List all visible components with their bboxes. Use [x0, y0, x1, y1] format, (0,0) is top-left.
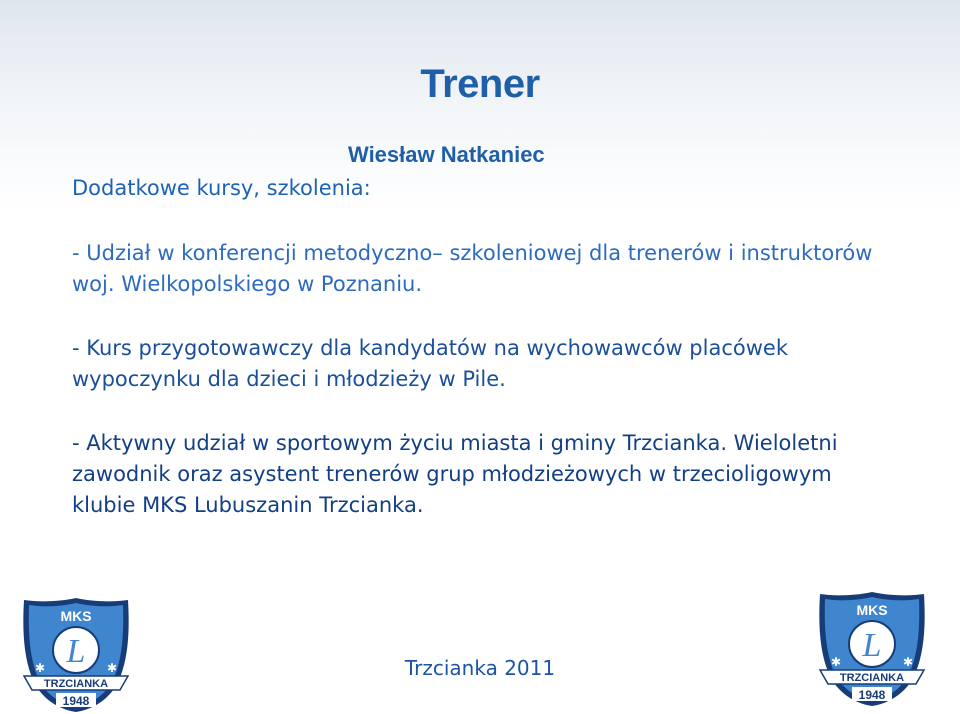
paragraph-course: - Kurs przygotowawczy dla kandydatów na wychowawców placówek wypoczynku dla dzieci i młodzieży w Pile.	[72, 336, 788, 391]
crest-banner-text: TRZCIANKA	[839, 672, 905, 684]
slide-title: Trener	[420, 62, 540, 106]
crest-top-text: MKS	[60, 608, 92, 624]
svg-text:✱: ✱	[34, 661, 46, 675]
crest-monogram: L	[862, 627, 882, 664]
club-crest-left	[16, 594, 136, 714]
slide-subtitle: Wiesław Natkaniec	[348, 142, 545, 167]
paragraph-activity: - Aktywny udział w sportowym życiu miasta i gminy Trzcianka. Wieloletni zawodnik oraz asystent trenerów grup młodzieżowych w trzecioligowym klubie MKS Lubuszanin Trzcianka.	[72, 431, 838, 517]
svg-text:✱: ✱	[106, 661, 118, 675]
crest-year: 1948	[62, 694, 90, 708]
svg-text:✱: ✱	[830, 655, 842, 669]
crest-monogram: L	[66, 633, 86, 670]
crest-banner-text: TRZCIANKA	[43, 678, 109, 690]
section-heading: Dodatkowe kursy, szkolenia:	[72, 176, 371, 200]
svg-text:✱: ✱	[902, 655, 914, 669]
paragraph-conference: - Udział w konferencji metodyczno– szkoleniowej dla trenerów i instruktorów woj. Wielkopolskiego w Poznaniu.	[72, 241, 873, 296]
crest-year: 1948	[858, 688, 886, 702]
slide-footer: Trzcianka 2011	[404, 656, 556, 680]
crest-top-text: MKS	[856, 602, 888, 618]
club-crest-right	[812, 588, 932, 708]
